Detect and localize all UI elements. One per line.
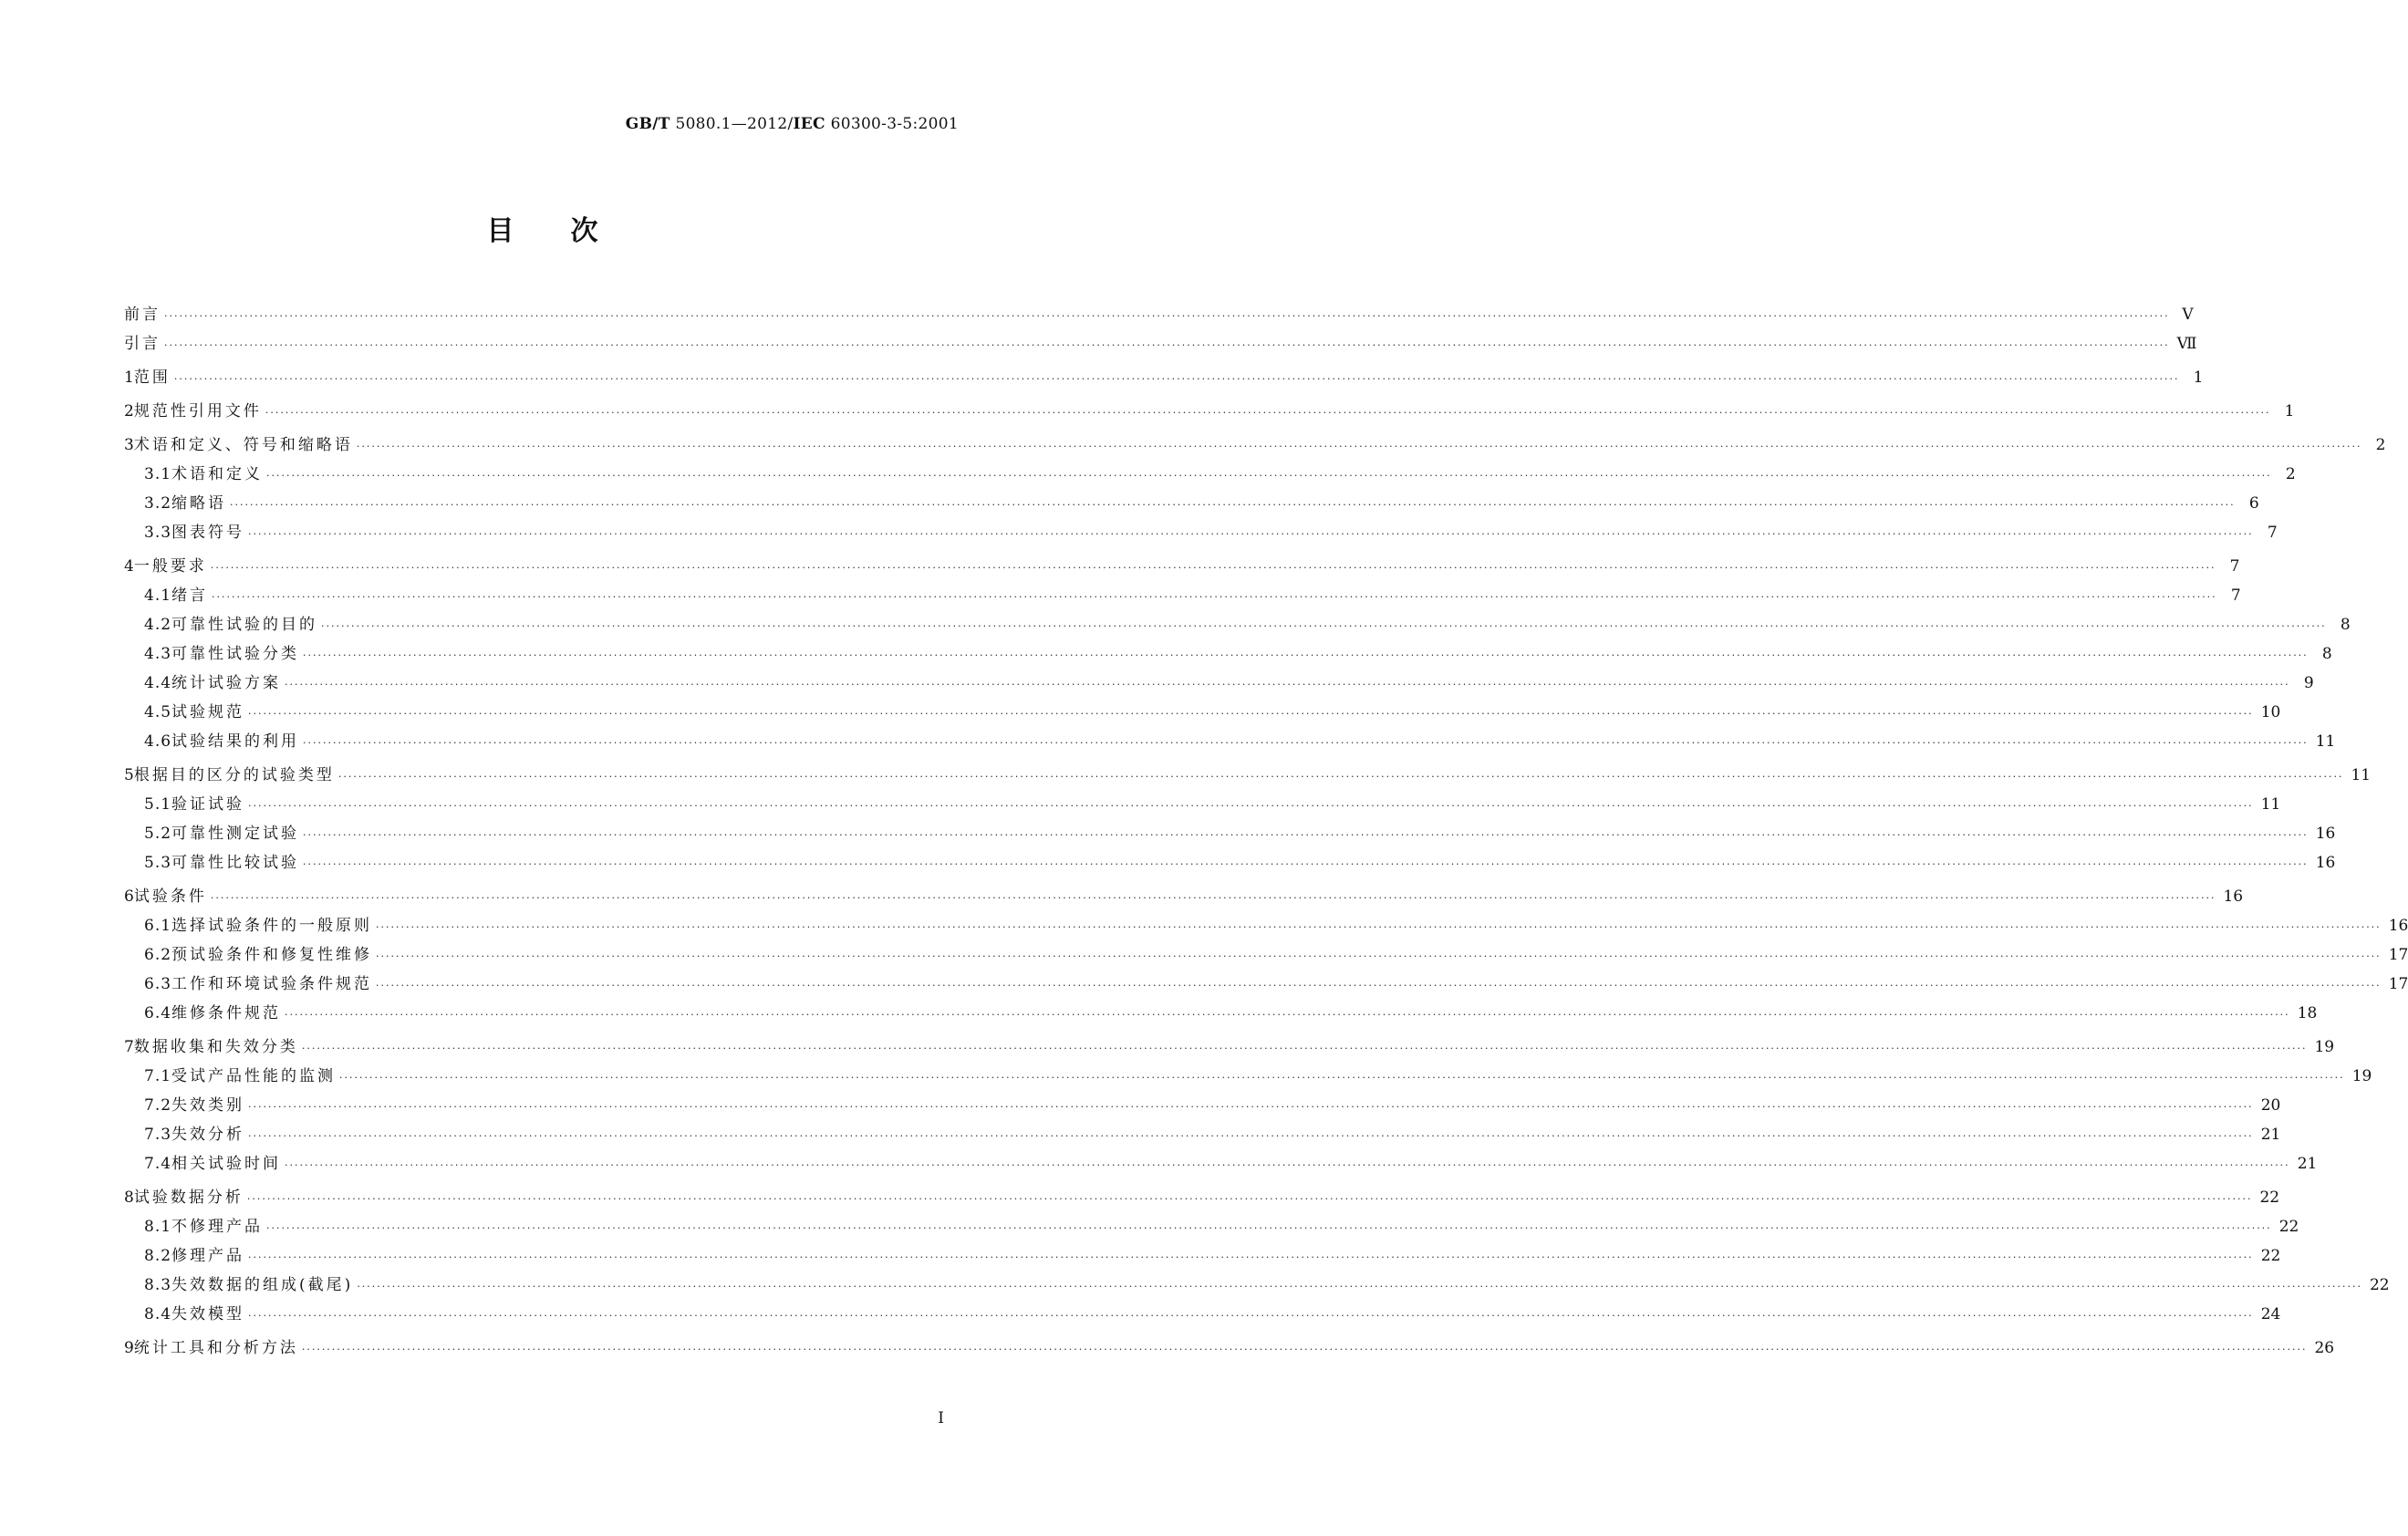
- toc-entry-number: 4.2: [144, 616, 172, 634]
- toc-dot-leader: ················································································································································································································································································································································································································: [210, 562, 2216, 574]
- toc-entry-number: 4.5: [144, 703, 172, 721]
- toc-entry-page: 26: [2314, 1339, 2335, 1357]
- toc-entry-page: 21: [2260, 1126, 2281, 1144]
- toc-entry-label: 统计工具和分析方法: [133, 1339, 298, 1357]
- toc-entry-page: 7: [2230, 586, 2241, 605]
- toc-entry-number: 3.1: [144, 465, 172, 483]
- toc-entry-page: 7: [2229, 557, 2240, 576]
- toc-entry-label: 可靠性试验的目的: [171, 616, 318, 634]
- toc-section-entry[interactable]: [124, 611, 2351, 640]
- toc-entry-number: 6.3: [144, 975, 172, 993]
- toc-entry-label: 统计试验方案: [171, 674, 282, 692]
- toc-chapter-entry[interactable]: [124, 762, 2372, 791]
- toc-dot-leader: ················································································································································································································································································································································································································: [248, 800, 2254, 812]
- toc-entry-label: 可靠性比较试验: [171, 854, 300, 872]
- toc-entry-number: 8.4: [144, 1305, 172, 1323]
- iec-prefix: IEC: [793, 115, 825, 133]
- toc-dot-leader: ················································································································································································································································································································································································································: [285, 1159, 2290, 1171]
- toc-entry-number: 7.2: [144, 1096, 172, 1115]
- table-of-contents: [124, 301, 2408, 1364]
- toc-entry-page: 19: [2351, 1067, 2372, 1085]
- toc-entry-label: 选择试验条件的一般原则: [171, 917, 373, 935]
- toc-section-entry[interactable]: [124, 1150, 2318, 1179]
- toc-entry-number: 6.1: [144, 917, 172, 935]
- toc-dot-leader: ················································································································································································································································································································································································································: [265, 407, 2271, 419]
- toc-section-entry[interactable]: [124, 669, 2314, 699]
- toc-entry-page: 22: [2278, 1218, 2299, 1236]
- toc-section-entry[interactable]: [124, 1242, 2281, 1271]
- toc-section-entry[interactable]: [124, 582, 2241, 611]
- toc-entry-label: 图表符号: [171, 524, 245, 542]
- toc-section-entry[interactable]: [124, 970, 2408, 1000]
- toc-entry-label: 缩略语: [171, 494, 227, 513]
- toc-dot-leader: ················································································································································································································································································································································································································: [321, 620, 2327, 632]
- toc-dot-leader: ················································································································································································································································································································································································································: [301, 1344, 2308, 1355]
- toc-section-entry[interactable]: [124, 791, 2281, 820]
- toc-entry-label: 试验条件: [133, 887, 207, 906]
- toc-chapter-entry[interactable]: [124, 883, 2244, 912]
- toc-entry-label: 可靠性测定试验: [171, 825, 300, 843]
- toc-section-entry[interactable]: [124, 1271, 2390, 1301]
- toc-entry-label: 范围: [133, 368, 171, 387]
- toc-dot-leader: ················································································································································································································································································································································································································: [248, 1251, 2254, 1263]
- toc-entry-label: 失效类别: [171, 1096, 245, 1115]
- toc-entry-number: 5: [124, 766, 134, 784]
- toc-chapter-entry[interactable]: [124, 1184, 2280, 1213]
- toc-dot-leader: ················································································································································································································································································································································································································: [303, 858, 2309, 870]
- toc-dot-leader: ················································································································································································································································································································································································································: [376, 950, 2382, 962]
- iec-number: 60300-3-5:2001: [830, 115, 959, 133]
- toc-entry-number: 3.2: [144, 494, 172, 513]
- toc-dot-leader: ················································································································································································································································································································································································································: [339, 1072, 2345, 1084]
- toc-chapter-entry[interactable]: [124, 301, 2194, 330]
- page-number: I: [938, 1409, 944, 1427]
- document-header: [626, 115, 959, 133]
- toc-dot-leader: ················································································································································································································································································································································································································: [210, 892, 2216, 904]
- toc-entry-label: 工作和环境试验条件规范: [171, 975, 373, 993]
- toc-dot-leader: ················································································································································································································································································································································································································: [285, 679, 2290, 690]
- toc-entry-label: 引言: [124, 335, 161, 353]
- toc-entry-label: 术语和定义: [171, 465, 264, 483]
- toc-entry-number: 7.3: [144, 1126, 172, 1144]
- toc-entry-label: 试验数据分析: [133, 1188, 244, 1207]
- toc-entry-label: 失效分析: [171, 1126, 245, 1144]
- toc-section-entry[interactable]: [124, 1121, 2281, 1150]
- toc-entry-page: 11: [2315, 732, 2336, 751]
- toc-entry-label: 试验规范: [171, 703, 245, 721]
- toc-entry-label: 术语和定义、符号和缩略语: [133, 436, 353, 454]
- toc-entry-page: 10: [2260, 703, 2281, 721]
- toc-entry-label: 预试验条件和修复性维修: [171, 946, 373, 964]
- toc-dot-leader: ················································································································································································································································································································································································································: [303, 649, 2309, 661]
- toc-entry-number: 7.4: [144, 1155, 172, 1173]
- toc-entry-number: 5.2: [144, 825, 172, 843]
- toc-entry-number: 5.3: [144, 854, 172, 872]
- toc-section-entry[interactable]: [124, 1063, 2372, 1092]
- toc-entry-label: 修理产品: [171, 1247, 245, 1265]
- toc-entry-page: 20: [2260, 1096, 2281, 1115]
- toc-dot-leader: ················································································································································································································································································································································································································: [356, 441, 2362, 452]
- toc-entry-label: 一般要求: [133, 557, 207, 576]
- title-char-2: 次: [570, 215, 600, 247]
- toc-entry-page: 22: [2260, 1247, 2281, 1265]
- toc-entry-label: 失效模型: [171, 1305, 245, 1323]
- toc-entry-page: 16: [2315, 854, 2336, 872]
- toc-chapter-entry[interactable]: [124, 330, 2197, 359]
- toc-entry-number: 6.2: [144, 946, 172, 964]
- toc-entry-number: 8.1: [144, 1218, 172, 1236]
- toc-entry-label: 不修理产品: [171, 1218, 264, 1236]
- page-title: [0, 208, 1086, 248]
- toc-section-entry[interactable]: [124, 849, 2336, 878]
- toc-entry-label: 根据目的区分的试验类型: [133, 766, 335, 784]
- toc-entry-page: 16: [2223, 887, 2244, 906]
- toc-section-entry[interactable]: [124, 490, 2259, 519]
- title-char-1: 目: [486, 215, 516, 247]
- toc-section-entry[interactable]: [124, 912, 2408, 941]
- toc-entry-number: 2: [124, 402, 134, 420]
- toc-entry-number: 1: [124, 368, 134, 387]
- toc-entry-number: 6.4: [144, 1004, 172, 1022]
- toc-entry-page: 6: [2248, 494, 2259, 513]
- toc-entry-label: 相关试验时间: [171, 1155, 282, 1173]
- toc-section-entry[interactable]: [124, 1213, 2299, 1242]
- toc-entry-label: 数据收集和失效分类: [133, 1038, 298, 1056]
- toc-chapter-entry[interactable]: [124, 431, 2386, 461]
- toc-entry-page: 18: [2297, 1004, 2318, 1022]
- toc-section-entry[interactable]: [124, 1301, 2281, 1330]
- toc-dot-leader: ················································································································································································································································································································································································································: [248, 1101, 2254, 1113]
- toc-entry-page: Ⅶ: [2176, 335, 2197, 353]
- toc-dot-leader: ················································································································································································································································································································································································································: [164, 310, 2170, 322]
- toc-entry-number: 8.3: [144, 1276, 172, 1294]
- toc-chapter-entry[interactable]: [124, 364, 2204, 393]
- toc-section-entry[interactable]: [124, 1000, 2318, 1029]
- toc-entry-number: 9: [124, 1339, 134, 1357]
- toc-entry-number: 8: [124, 1188, 134, 1207]
- toc-entry-page: 11: [2260, 795, 2281, 814]
- toc-entry-label: 绪言: [171, 586, 209, 605]
- standard-number: 5080.1—2012/: [675, 115, 794, 133]
- toc-entry-number: 5.1: [144, 795, 172, 814]
- toc-dot-leader: ················································································································································································································································································································································································································: [337, 771, 2344, 783]
- toc-entry-page: 22: [2369, 1276, 2390, 1294]
- toc-entry-label: 验证试验: [171, 795, 245, 814]
- toc-dot-leader: ················································································································································································································································································································································································································: [266, 470, 2272, 482]
- toc-entry-number: 4.6: [144, 732, 172, 751]
- standard-prefix: GB/T: [625, 115, 670, 133]
- toc-entry-label: 维修条件规范: [171, 1004, 282, 1022]
- toc-section-entry[interactable]: [124, 820, 2336, 849]
- toc-dot-leader: ················································································································································································································································································································································································································: [303, 737, 2309, 749]
- toc-entry-page: 2: [2375, 436, 2386, 454]
- toc-entry-label: 前言: [124, 306, 161, 324]
- toc-dot-leader: ················································································································································································································································································································································································································: [212, 591, 2217, 603]
- toc-entry-page: 17: [2388, 975, 2408, 993]
- toc-entry-label: 受试产品性能的监测: [171, 1067, 337, 1085]
- toc-entry-label: 试验结果的利用: [171, 732, 300, 751]
- toc-entry-page: 16: [2315, 825, 2336, 843]
- toc-entry-page: 1: [2193, 368, 2204, 387]
- toc-section-entry[interactable]: [124, 941, 2408, 970]
- toc-entry-page: 17: [2388, 946, 2408, 964]
- toc-entry-page: Ⅴ: [2182, 306, 2194, 324]
- toc-entry-number: 7: [124, 1038, 134, 1056]
- toc-dot-leader: ················································································································································································································································································································································································································: [248, 1310, 2254, 1322]
- toc-section-entry[interactable]: [124, 728, 2336, 757]
- toc-dot-leader: ················································································································································································································································································································································································································: [301, 1043, 2308, 1054]
- toc-entry-label: 规范性引用文件: [133, 402, 262, 420]
- toc-entry-page: 24: [2260, 1305, 2281, 1323]
- toc-dot-leader: ················································································································································································································································································································································································································: [357, 1281, 2362, 1292]
- toc-section-entry[interactable]: [124, 640, 2332, 669]
- toc-entry-number: 4.1: [144, 586, 172, 605]
- toc-entry-number: 4: [124, 557, 134, 576]
- toc-entry-page: 22: [2259, 1188, 2280, 1207]
- toc-entry-page: 11: [2351, 766, 2372, 784]
- toc-entry-page: 8: [2340, 616, 2351, 634]
- toc-entry-page: 19: [2314, 1038, 2335, 1056]
- toc-dot-leader: ················································································································································································································································································································································································································: [164, 339, 2170, 351]
- toc-chapter-entry[interactable]: [124, 1033, 2335, 1063]
- toc-dot-leader: ················································································································································································································································································································································································································: [376, 921, 2382, 933]
- toc-chapter-entry[interactable]: [124, 398, 2295, 427]
- toc-section-entry[interactable]: [124, 461, 2296, 490]
- toc-dot-leader: ················································································································································································································································································································································································································: [230, 499, 2236, 511]
- toc-chapter-entry[interactable]: [124, 1334, 2335, 1364]
- toc-section-entry[interactable]: [124, 519, 2278, 548]
- toc-chapter-entry[interactable]: [124, 553, 2240, 582]
- toc-dot-leader: ················································································································································································································································································································································································································: [248, 1130, 2254, 1142]
- toc-dot-leader: ················································································································································································································································································································································································································: [376, 980, 2382, 991]
- toc-dot-leader: ················································································································································································································································································································································································································: [285, 1009, 2290, 1021]
- toc-entry-number: 4.4: [144, 674, 172, 692]
- toc-dot-leader: ················································································································································································································································································································································································································: [248, 708, 2254, 720]
- toc-dot-leader: ················································································································································································································································································································································································································: [303, 829, 2309, 841]
- toc-entry-number: 4.3: [144, 645, 172, 663]
- toc-entry-number: 6: [124, 887, 134, 906]
- toc-entry-page: 7: [2267, 524, 2278, 542]
- toc-entry-page: 1: [2284, 402, 2295, 420]
- toc-section-entry[interactable]: [124, 699, 2281, 728]
- toc-dot-leader: ················································································································································································································································································································································································································: [173, 373, 2180, 385]
- toc-dot-leader: ················································································································································································································································································································································································································: [246, 1193, 2253, 1205]
- toc-entry-number: 3: [124, 436, 134, 454]
- toc-entry-page: 9: [2303, 674, 2314, 692]
- toc-entry-label: 失效数据的组成(截尾): [171, 1276, 354, 1294]
- toc-section-entry[interactable]: [124, 1092, 2281, 1121]
- toc-dot-leader: ················································································································································································································································································································································································································: [248, 528, 2254, 540]
- toc-entry-page: 8: [2321, 645, 2332, 663]
- toc-entry-page: 21: [2297, 1155, 2318, 1173]
- toc-entry-number: 3.3: [144, 524, 172, 542]
- toc-entry-page: 16: [2388, 917, 2408, 935]
- toc-entry-page: 2: [2285, 465, 2296, 483]
- toc-entry-number: 8.2: [144, 1247, 172, 1265]
- toc-dot-leader: ················································································································································································································································································································································································································: [266, 1222, 2272, 1234]
- toc-entry-number: 7.1: [144, 1067, 172, 1085]
- toc-entry-label: 可靠性试验分类: [171, 645, 300, 663]
